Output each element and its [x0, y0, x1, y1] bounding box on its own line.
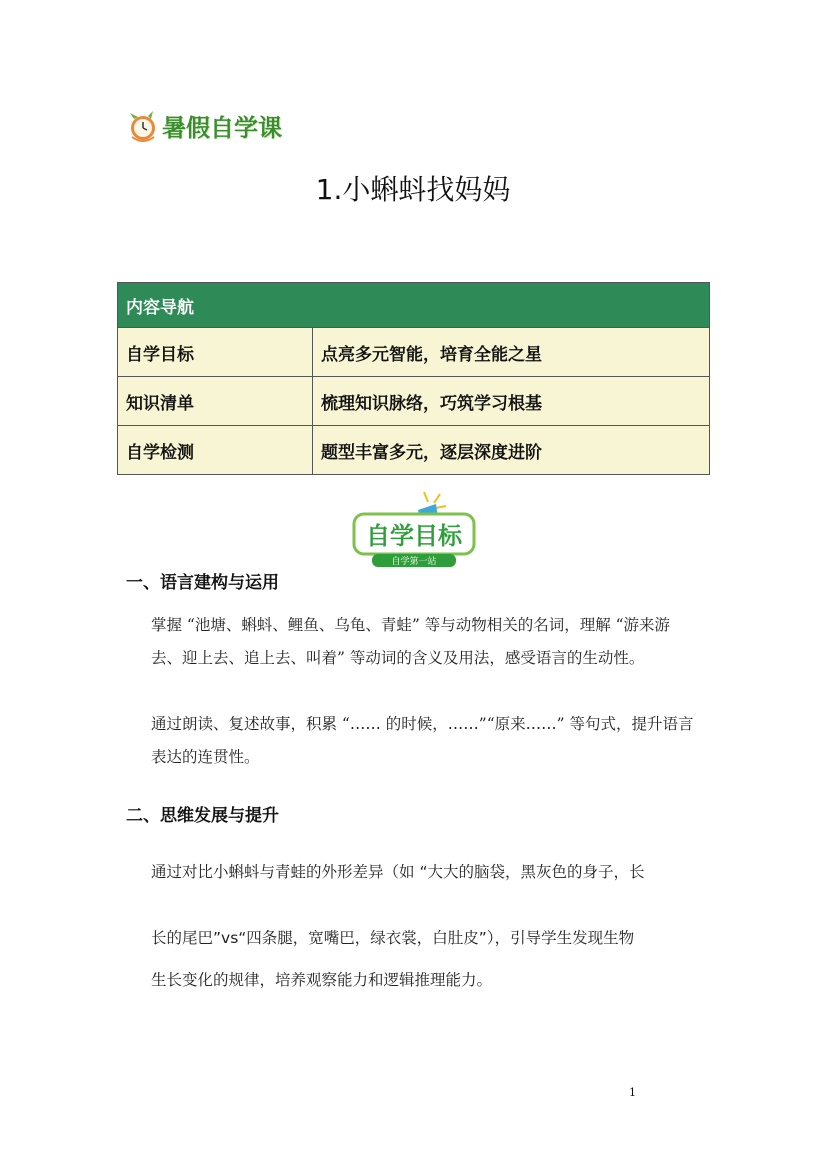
table-row-desc: 题型丰富多元，逐层深度进阶 — [313, 426, 710, 475]
paragraph-line — [151, 968, 492, 990]
self-study-goal-badge — [350, 490, 478, 570]
table-row-label: 自学检测 — [118, 426, 313, 475]
text-run: 通过对比小蝌蚪与青蛙的外形差异（如 — [151, 863, 420, 881]
table-row-desc: 点亮多元智能，培育全能之星 — [313, 328, 710, 377]
content-nav-table — [117, 282, 710, 475]
brand-label: 暑假自学课 — [162, 114, 282, 142]
brand-logo — [126, 108, 282, 143]
table-header-row — [118, 283, 710, 328]
section-heading: 一、语言建构与运用 — [126, 573, 279, 593]
text-run: 生长变化的规律，培养观察能力和逻辑推理能力。 — [151, 971, 493, 989]
badge-title: 自学目标 — [366, 522, 462, 550]
text-run: ），引导学生发现生物 — [486, 929, 635, 947]
paragraph: 掌握 “池塘、蝌蚪、鲤鱼、乌龟、青蛙” 等与动物相关的名词，理解 “游来游去、迎上去、追上去、叫着” 等动词的含义及用法，感受语言的生动性。 — [151, 616, 671, 667]
table-row — [118, 377, 710, 426]
paragraph-line — [151, 926, 634, 948]
section-heading: 二、思维发展与提升 — [126, 806, 279, 826]
table-row — [118, 328, 710, 377]
table-header-cell: 内容导航 — [118, 283, 710, 328]
table-row-label: 知识清单 — [118, 377, 313, 426]
text-run: 长的尾巴”vs“四条腿，宽嘴巴，绿衣裳，白肚皮” — [151, 929, 487, 947]
text-run: “大大的脑袋，黑灰色的身子，长 — [419, 863, 645, 881]
page-number: 1 — [629, 1086, 636, 1099]
paragraph: 通过朗读、复述故事，积累 “…… 的时候，……”“原来……” 等句式，提升语言表达的连贯性。 — [151, 715, 694, 766]
clock-sun-icon — [126, 109, 160, 143]
page-title: 1.小蝌蚪找妈妈 — [315, 173, 511, 206]
table-row-desc: 梳理知识脉络，巧筑学习根基 — [313, 377, 710, 426]
paragraph-line — [151, 860, 644, 882]
table-row — [118, 426, 710, 475]
table-row-label: 自学目标 — [118, 328, 313, 377]
badge-subtitle: 自学第一站 — [391, 557, 437, 567]
